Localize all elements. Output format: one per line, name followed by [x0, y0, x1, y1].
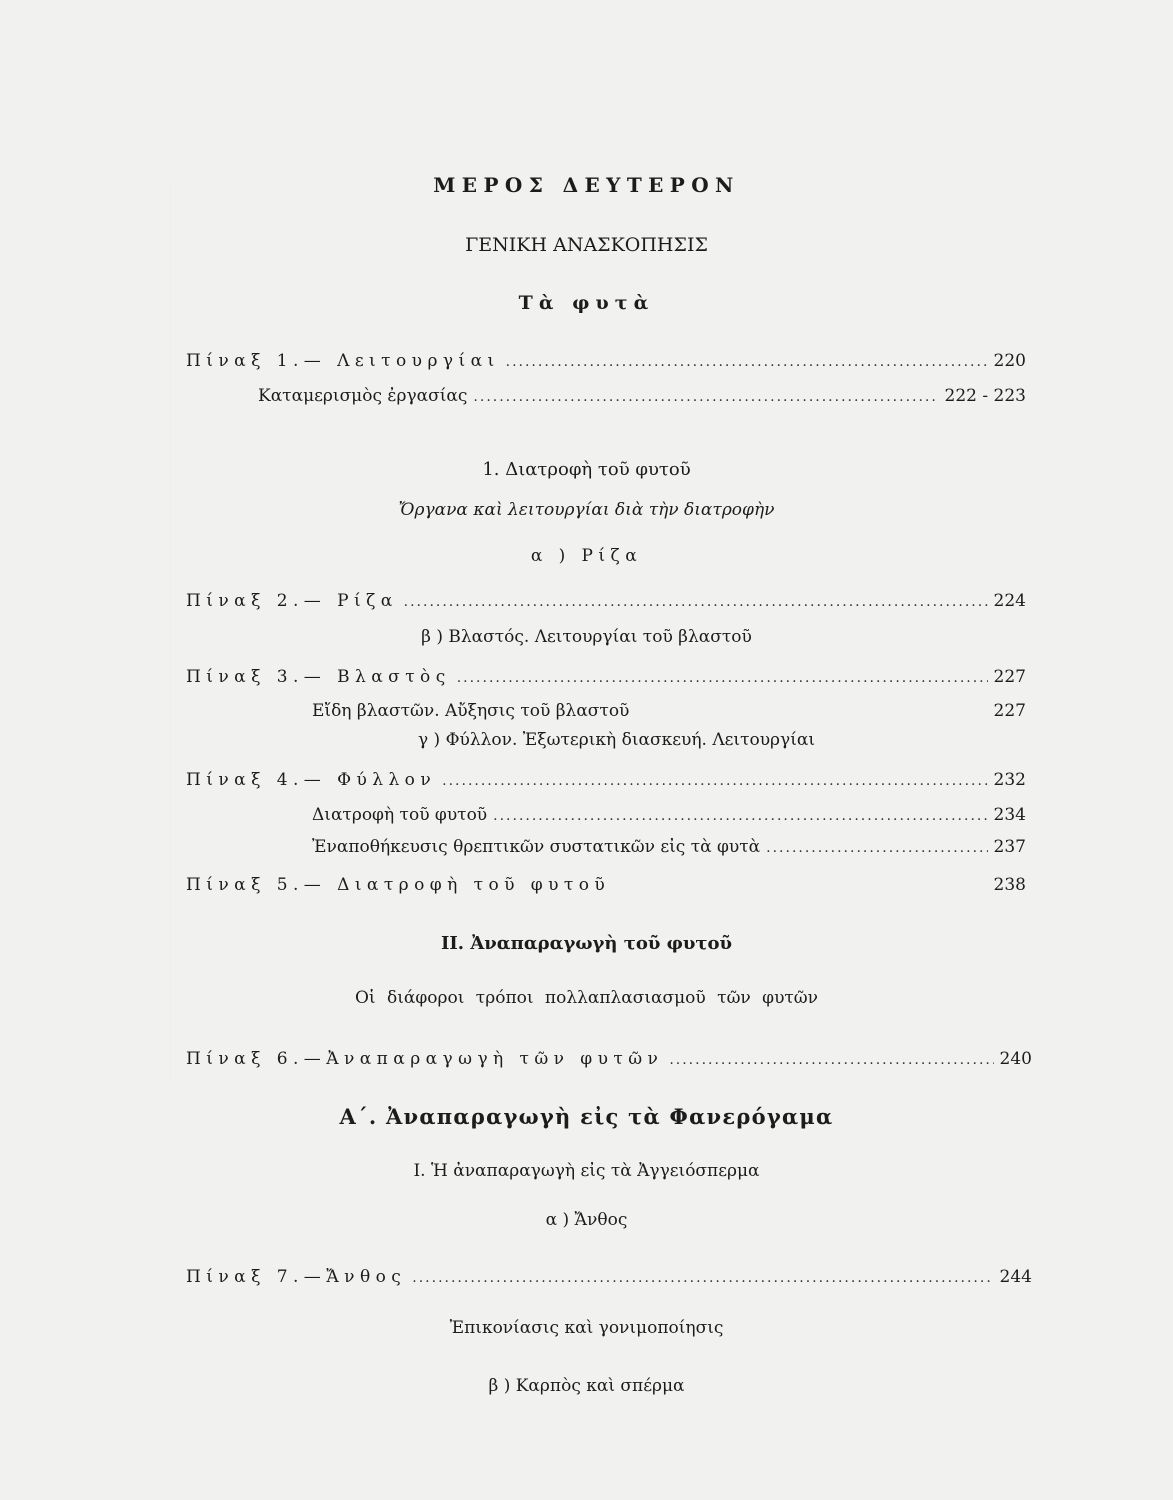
- toc-label: Πίναξ 4.— Φύλλον: [186, 770, 437, 790]
- toc-page: 238: [993, 875, 1026, 895]
- toc-entry-table-2: [186, 590, 1026, 613]
- toc-entry-division: [258, 385, 1026, 408]
- toc-entry-table-3: [186, 666, 1026, 689]
- toc-entry-table-1: [186, 350, 1026, 373]
- subsection-heading: α ) Ἄνθος: [545, 1210, 628, 1230]
- dot-leader: [404, 591, 988, 613]
- toc-page: 237: [993, 837, 1026, 857]
- dot-leader: [473, 386, 938, 408]
- subsection-heading: Ἐπικονίασις καὶ γονιμοποίησις: [449, 1318, 724, 1338]
- subsection-heading: γ ) Φύλλον. Ἐξωτερικὴ διασκευή. Λειτουργίαι: [417, 730, 816, 750]
- toc-entry-storage: [312, 836, 1026, 859]
- toc-page: 232: [993, 770, 1026, 790]
- toc-page: 227: [993, 701, 1026, 721]
- subsection-heading: Ὄργανα καὶ λειτουργίαι διὰ τὴν διατροφὴν: [398, 500, 775, 520]
- toc-label: Πίναξ 7.—Ἄνθος: [186, 1267, 407, 1287]
- toc-entry-stem-types: [312, 700, 1026, 722]
- section-heading: ΙΙ. Ἀναπαραγωγὴ τοῦ φυτοῦ: [440, 933, 733, 954]
- toc-entry-table-5: [186, 874, 1026, 896]
- dot-leader: [442, 770, 987, 792]
- subsection-heading: β ) Βλαστός. Λειτουργίαι τοῦ βλαστοῦ: [421, 627, 752, 647]
- toc-entry-table-6: [186, 1048, 1032, 1071]
- toc-page: 220: [993, 351, 1026, 371]
- subsection-heading: Ι. Ἡ ἀναπαραγωγὴ εἰς τὰ Ἀγγειόσπερμα: [413, 1161, 760, 1181]
- toc-entry-plant-nutrition: [312, 804, 1026, 827]
- toc-page: 227: [993, 667, 1026, 687]
- plants-title: Τὰ φυτὰ: [518, 292, 655, 314]
- toc-label: Πίναξ 3.— Βλαστὸς: [186, 667, 451, 687]
- dot-leader: [457, 667, 988, 689]
- dot-leader: [412, 1267, 993, 1289]
- subsection-heading: β ) Καρπὸς καὶ σπέρμα: [488, 1376, 685, 1396]
- dot-leader: [766, 837, 987, 859]
- dot-leader: [493, 805, 987, 827]
- toc-page: 244: [999, 1267, 1032, 1287]
- toc-label: Πίναξ 1.— Λειτουργίαι: [186, 351, 500, 371]
- toc-page: 222 - 223: [944, 386, 1026, 406]
- dot-leader: [669, 1049, 993, 1071]
- toc-page: 240: [999, 1049, 1032, 1069]
- chapter-heading: Α΄. Ἀναπαραγωγὴ εἰς τὰ Φανερόγαμα: [339, 1104, 834, 1129]
- toc-label: Διατροφὴ τοῦ φυτοῦ: [312, 805, 488, 825]
- dot-leader: [506, 351, 988, 373]
- toc-entry-table-4: [186, 769, 1026, 792]
- toc-label: Εἴδη βλαστῶν. Αὔξησις τοῦ βλαστοῦ: [312, 701, 630, 721]
- subsection-heading: Οἱ διάφοροι τρόποι πολλαπλασιασμοῦ τῶν φυτῶν: [354, 988, 819, 1008]
- part-title: ΜΕΡΟΣ ΔΕΥΤΕΡΟΝ: [433, 173, 740, 197]
- overview-title: ΓΕΝΙΚΗ ΑΝΑΣΚΟΠΗΣΙΣ: [465, 234, 708, 256]
- toc-label: Πίναξ 6.—Ἀναπαραγωγὴ τῶν φυτῶν: [186, 1049, 664, 1069]
- toc-label: Πίναξ 2.— Ρίζα: [186, 591, 398, 611]
- section-heading: 1. Διατροφὴ τοῦ φυτοῦ: [482, 459, 691, 480]
- toc-label: Ἐναποθήκευσις θρεπτικῶν συστατικῶν εἰς τὰ φυτὰ: [312, 837, 761, 857]
- toc-label: Καταμερισμὸς ἐργασίας: [258, 386, 468, 406]
- toc-label: Πίναξ 5.— Διατροφὴ τοῦ φυτοῦ: [186, 875, 611, 895]
- toc-entry-table-7: [186, 1266, 1032, 1289]
- toc-page: 224: [993, 591, 1026, 611]
- toc-page: 234: [993, 805, 1026, 825]
- subsection-heading: α ) Ρίζα: [530, 546, 643, 566]
